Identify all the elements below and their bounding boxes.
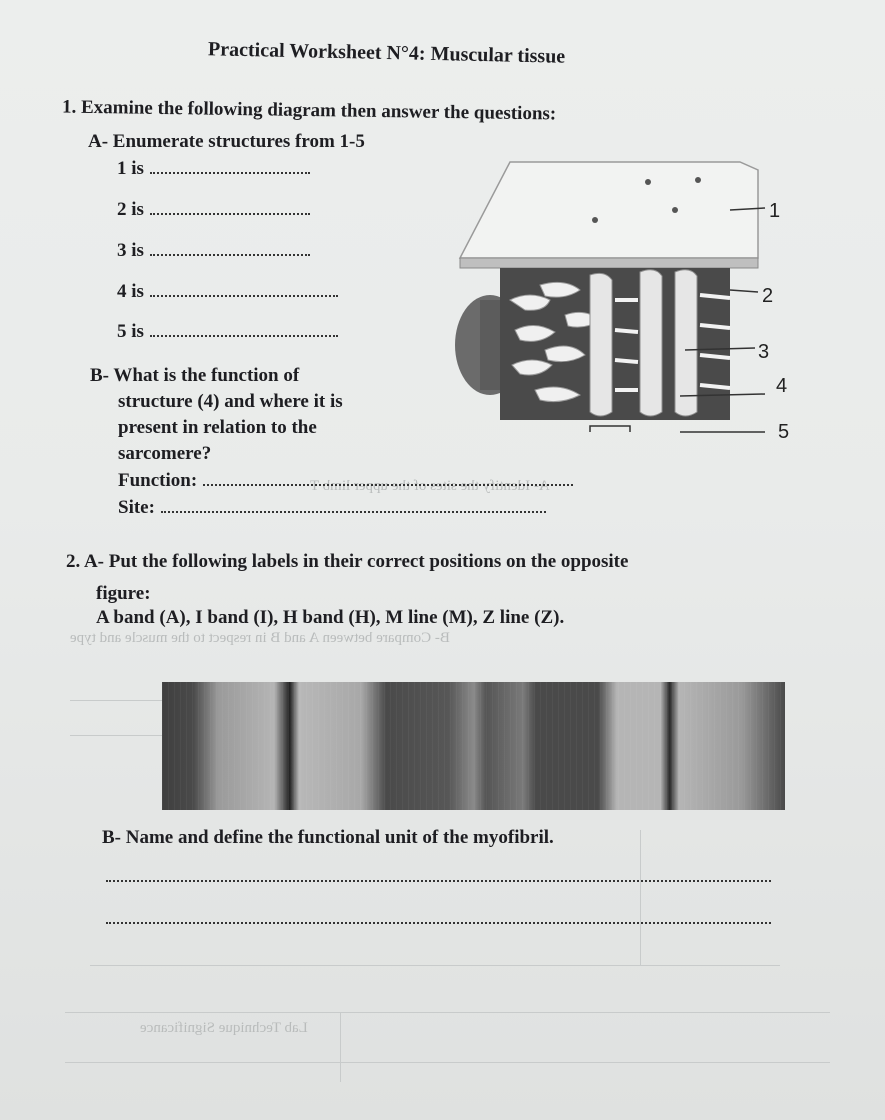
question-1a-prompt: A- Enumerate structures from 1-5: [88, 131, 365, 152]
nucleus-dot: [592, 217, 598, 223]
question-2a-line: 2. A- Put the following labels in their correct positions on the opposite: [66, 551, 629, 572]
bleed-through-text: Lab Technique Significance: [140, 1020, 308, 1036]
diagram-label-3: 3: [758, 341, 770, 363]
function-label: Function:: [118, 470, 198, 491]
answer-line: [106, 880, 771, 882]
t-tubule-band: [675, 270, 697, 416]
muscle-fiber-diagram: [440, 150, 800, 445]
function-answer-line: [118, 470, 573, 492]
answer-line-3: [117, 240, 310, 262]
site-answer-line: [118, 497, 546, 519]
answer-line-1: [117, 158, 310, 180]
question-1-prompt: 1. Examine the following diagram then answer the questions:: [61, 96, 557, 125]
t-tubule-band: [640, 270, 662, 416]
item-label: 1 is: [117, 158, 144, 179]
answer-line-5: [117, 321, 338, 343]
item-label: 3 is: [117, 240, 144, 261]
item-label: 4 is: [117, 281, 144, 302]
bleed-line: [340, 1012, 341, 1082]
question-2a-line: figure:: [96, 583, 151, 604]
nucleus-dot: [672, 207, 678, 213]
page-title: Practical Worksheet N°4: Muscular tissue: [207, 38, 566, 68]
question-1b-line: structure (4) and where it is: [118, 391, 343, 412]
bleed-through-text: A- Identify the sites of the upper limb T: [310, 478, 550, 494]
diagram-label-4: 4: [776, 375, 788, 397]
bleed-line: [640, 830, 641, 965]
diagram-label-1: 1: [769, 200, 781, 222]
answer-line: [106, 922, 771, 924]
diagram-label-5: 5: [778, 421, 790, 443]
site-label: Site:: [118, 497, 155, 518]
bleed-line: [90, 965, 780, 966]
sarcolemma-sheet: [460, 162, 758, 258]
bleed-line: [65, 1062, 830, 1063]
question-2b-prompt: B- Name and define the functional unit of the myofibril.: [102, 827, 554, 848]
answer-line-2: [117, 199, 310, 221]
question-1b-line: B- What is the function of: [90, 365, 300, 386]
sarcomere-micrograph: [162, 682, 785, 810]
bleed-through-text: B- Compare between A and B in respect to the muscle and type: [70, 630, 450, 646]
answer-line-4: [117, 281, 338, 303]
question-1b-line: present in relation to the: [118, 417, 317, 438]
band-labels-list: A band (A), I band (I), H band (H), M line (M), Z line (Z).: [96, 607, 565, 628]
nucleus-dot: [695, 177, 701, 183]
t-tubule-band: [590, 273, 612, 416]
item-label: 5 is: [117, 321, 144, 342]
item-label: 2 is: [117, 199, 144, 220]
nucleus-dot: [645, 179, 651, 185]
question-1b-line: sarcomere?: [118, 443, 212, 464]
diagram-label-2: 2: [762, 285, 774, 307]
bleed-line: [65, 1012, 830, 1013]
